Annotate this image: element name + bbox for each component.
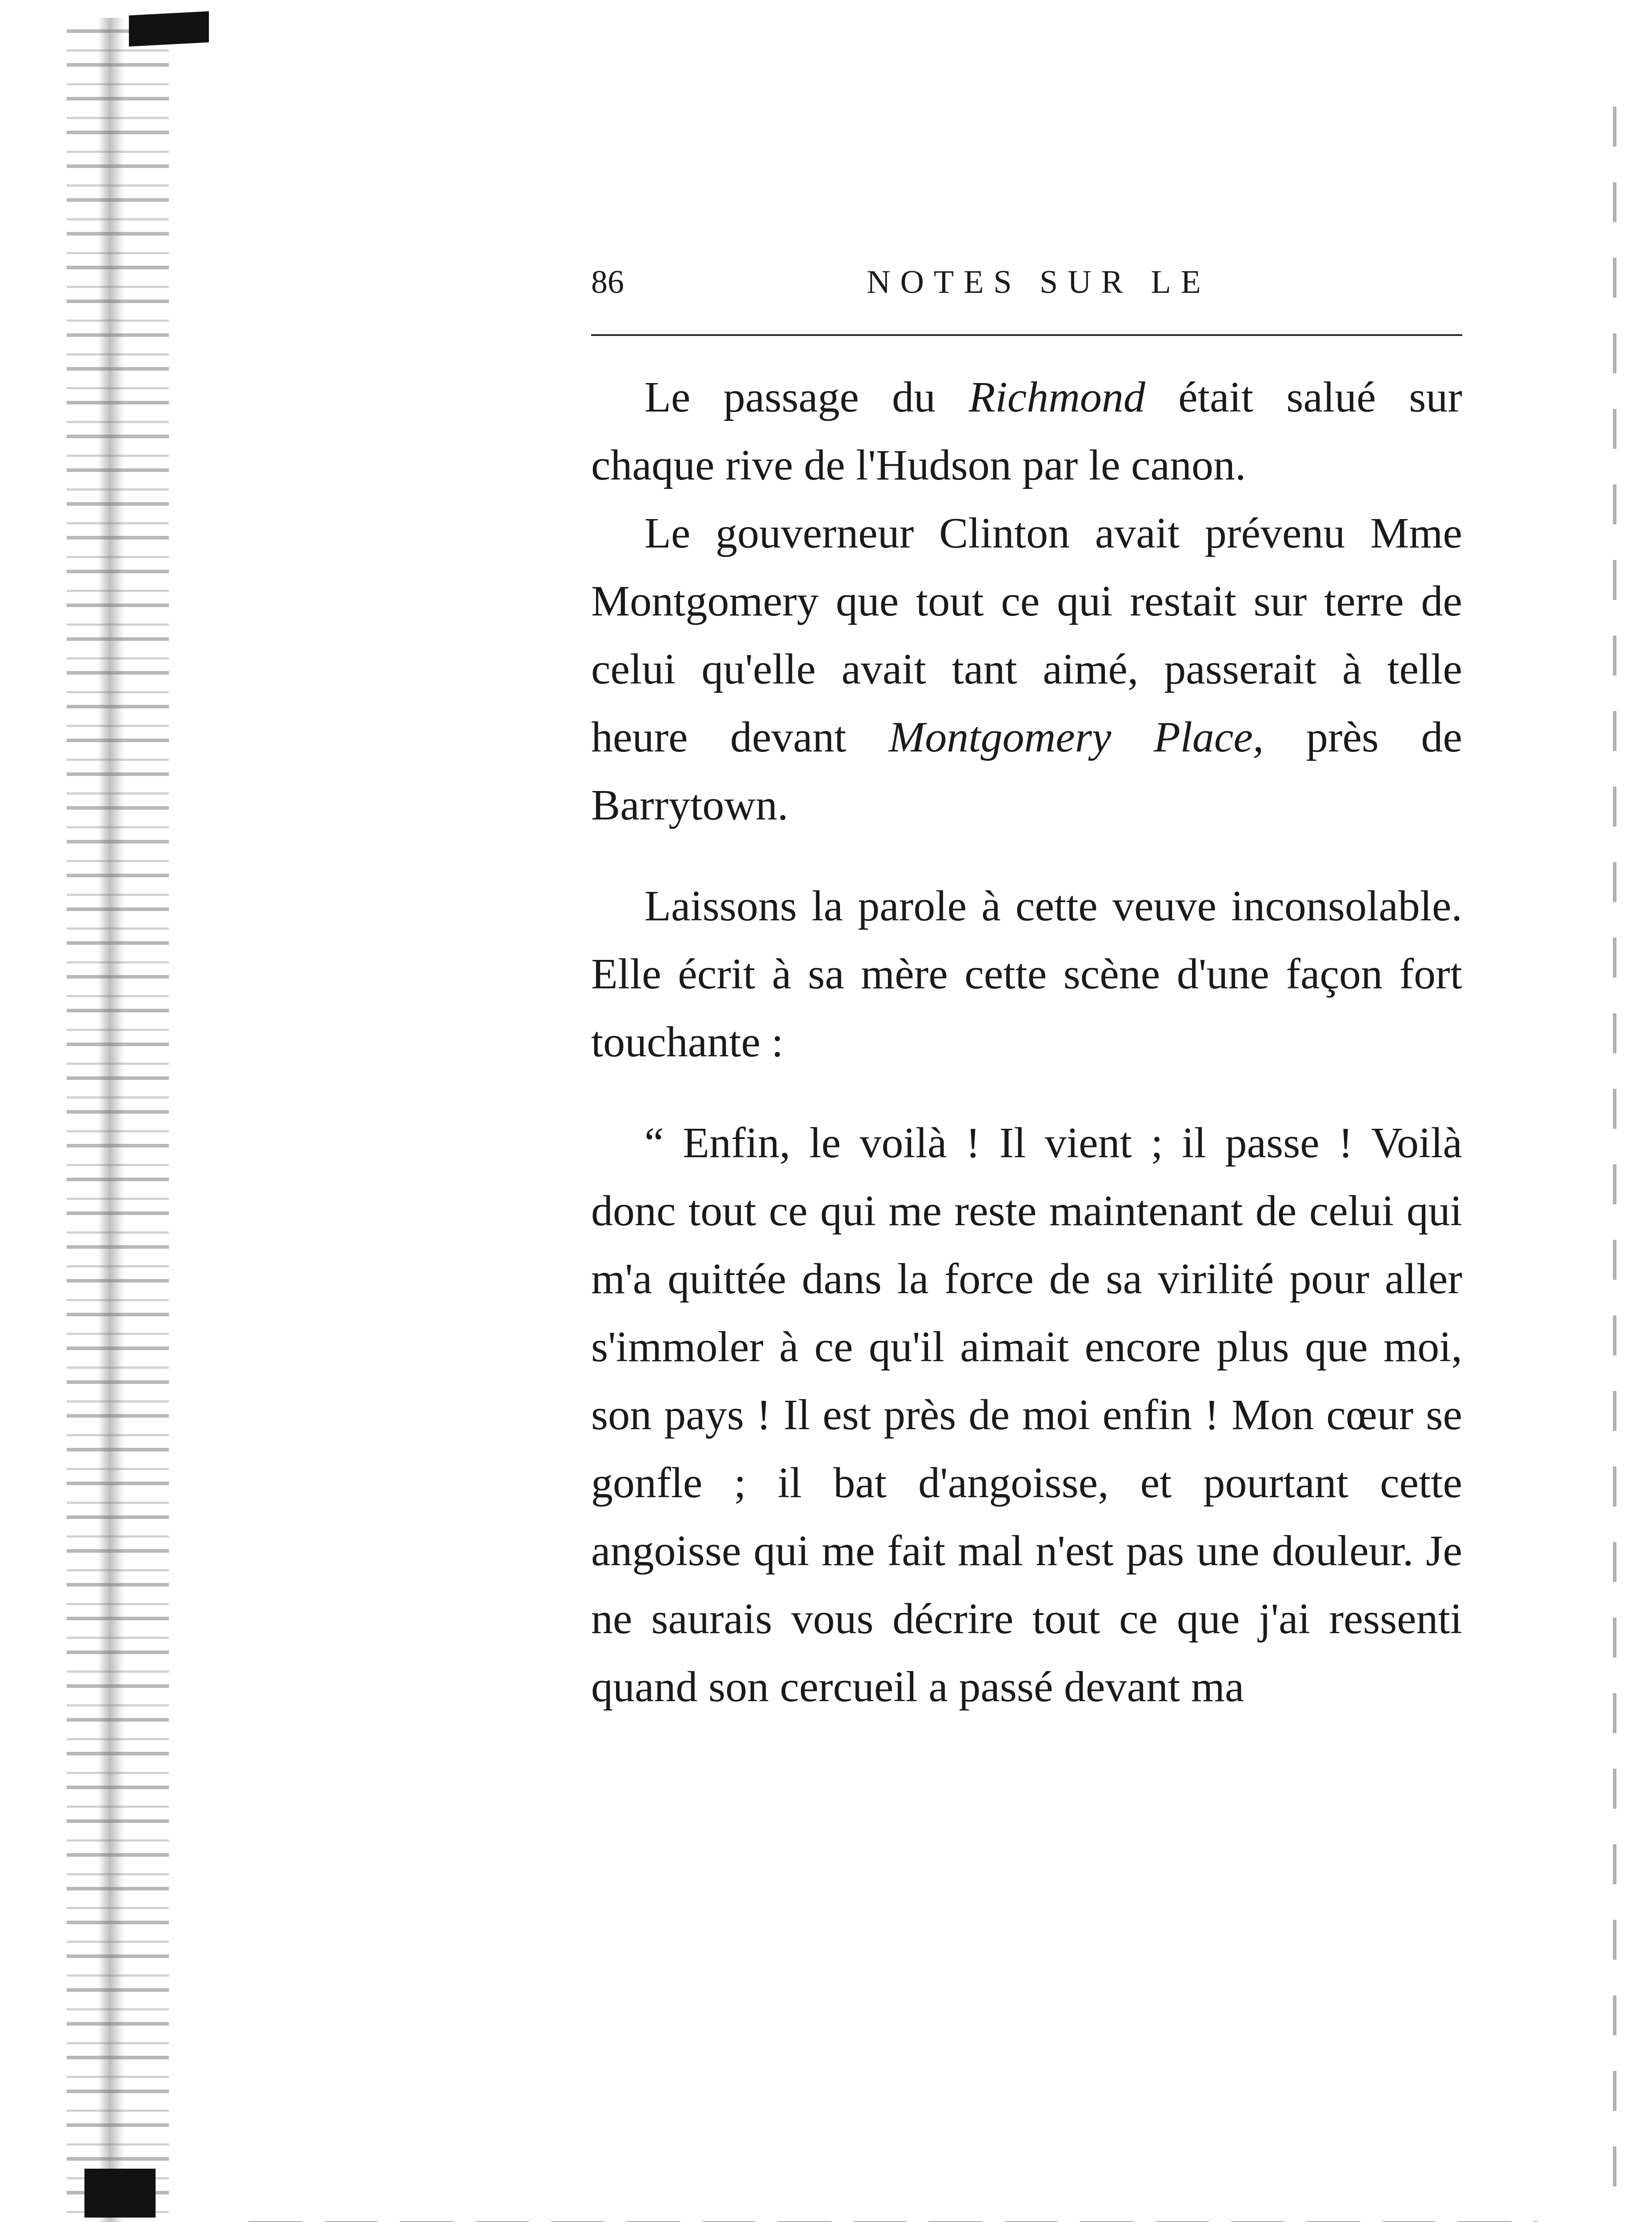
paragraph-2-text-a: Le gouverneur Clinton avait prévenu Mme Montgomery que tout ce qui restait sur terre de celui qu'elle avait tant aimé, passerait à telle heure devant bbox=[591, 509, 1462, 761]
running-title: NOTES SUR LE bbox=[867, 264, 1211, 300]
paragraph-3-text: Laissons la parole à cette veuve inconsolable. Elle écrit à sa mère cette scène d'une façon fort touchante : bbox=[591, 882, 1462, 1066]
page-number: 86 bbox=[591, 264, 624, 300]
paragraph-4-quotation bbox=[591, 1109, 1462, 1721]
paragraph-4-text: “ Enfin, le voilà ! Il vient ; il passe ! Voilà donc tout ce qui me reste maintenant de celui qui m'a quittée dans la force de sa virilité pour aller s'immoler à ce qu'il aimait encore plus que moi, son pays ! Il est près de moi enfin ! Mon cœur se gonfle ; il bat d'angoisse, et pourtant cette angoisse qui me fait mal n'est pas une douleur. Je ne saurais vous décrire tout ce que j'ai ressenti quand son cercueil a passé devant ma bbox=[591, 1119, 1462, 1711]
ship-name-richmond: Richmond bbox=[968, 373, 1145, 421]
binding-top-mark bbox=[129, 11, 209, 46]
running-head bbox=[591, 258, 1462, 307]
place-name-montgomery-place: Montgomery Place, bbox=[888, 713, 1264, 761]
paragraph-2-text-b: près de Barrytown. bbox=[591, 713, 1462, 829]
right-page-edge bbox=[1613, 107, 1616, 2213]
binding-bottom-mark bbox=[84, 2169, 156, 2218]
paragraph-1-text-a: Le passage du bbox=[644, 373, 969, 421]
paragraph-1 bbox=[591, 364, 1462, 500]
paragraph-1-text-b: était salué sur chaque rive de l'Hudson par le canon. bbox=[591, 373, 1462, 489]
body-text bbox=[591, 364, 1462, 1721]
header-rule bbox=[591, 334, 1462, 336]
paragraph-2 bbox=[591, 500, 1462, 839]
paragraph-3 bbox=[591, 872, 1462, 1076]
binding-edge-shadow bbox=[67, 18, 169, 2222]
